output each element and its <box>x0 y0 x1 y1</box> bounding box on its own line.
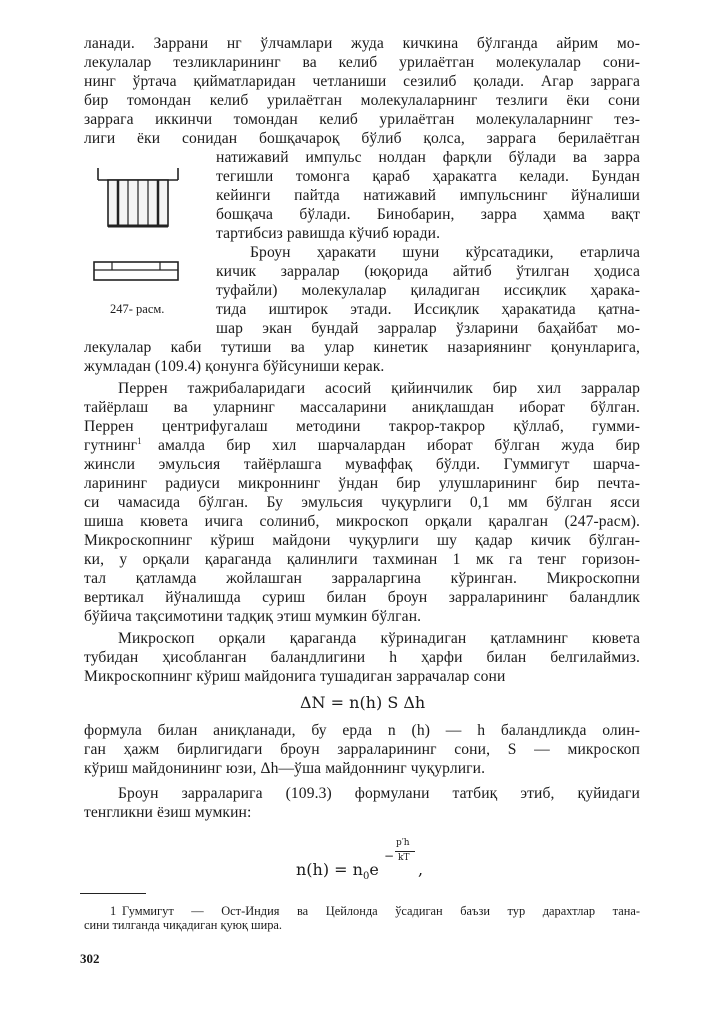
footnote-divider <box>80 893 146 894</box>
text-line: туфайли) молекулалар қиладиган иссиқлик ҳарака- <box>216 282 640 299</box>
page-number: 302 <box>80 951 100 966</box>
figure-caption: 247- расм. <box>110 302 165 316</box>
exponent-fraction-bar <box>395 851 415 852</box>
text-line: тенгликни ёзиш мумкин: <box>84 804 252 821</box>
text-line: кичик зарралар (юқорида айтиб ўтилган ҳодиса <box>216 263 640 280</box>
text-line: амалда бир хил шарчалардан иборат бўлган жуда бир <box>158 437 640 454</box>
formula-comma: , <box>418 860 424 879</box>
formula-subscript: 0 <box>362 871 370 883</box>
text-line: тубидан ҳисобланган баландлигини h ҳарфи билан белгилаймиз. <box>84 649 640 666</box>
text-line: тайёрлаш ва уларнинг массаларини аниқлашдан иборат бўлган. <box>84 399 640 416</box>
footnote-line: Гуммигут — Ост-Индия ва Цейлонда ўсадиган баъзи тур дарахтлар тана- <box>122 904 640 918</box>
text-line: лиги ёки сонидан бошқачароқ бўлиб қолса, заррага берилаётган <box>84 130 640 147</box>
text-line: нинг ўртача қийматларидан четланиши сезилиб қолади. Агар заррага <box>84 73 640 90</box>
formula-base: e <box>369 860 379 879</box>
text-line: Перрен тажрибаларидаги асосий қийинчилик бир хил зарралар <box>118 380 640 397</box>
text-line: ланади. Заррани нг ўлчамлари жуда кичкина бўлганда айрим мо- <box>84 35 640 52</box>
text-line-part <box>84 436 142 455</box>
text-line: жинсли эмульсия тайёрлашга муваффақ бўлди. Гуммигут шарча- <box>84 456 640 473</box>
text-line: заррага иккинчи томондан келиб урилаётган молекулаларнинг тез- <box>84 111 640 128</box>
text-line: Броун зарраларига (109.3) формулани татбиқ этиб, қуйидаги <box>118 785 640 802</box>
text-line: бошқача бўлади. Бинобарин, зарра ҳамма вақт <box>216 206 640 223</box>
text-line: ки, у орқали қараганда қалинлиги тахминан 1 мк га тенг горизон- <box>84 551 640 568</box>
text-line: тартибсиз равишда кўчиб юради. <box>216 225 441 242</box>
text-line: Микроскопнинг кўриш майдони чуқурлиги шу қадар кичик бўлган- <box>84 532 640 549</box>
text-word: гутнинг <box>84 437 138 454</box>
footnote-marker: 1 <box>110 904 117 918</box>
text-line: кейинги пайтда натижавий импульснинг йўналиши <box>216 187 640 204</box>
exponent-sign: − <box>384 849 395 863</box>
text-line: тида иштирок этади. Иссиқлик ҳаракатида қатна- <box>216 301 640 318</box>
text-line: лекулалар каби тутиши ва улар кинетик назариянинг қонунларига, <box>84 339 640 356</box>
formula-delta-n: ΔN = n(h) S Δh <box>300 693 426 712</box>
exponent-denominator: kT <box>398 853 410 863</box>
text-line: ган ҳажм бирлигидаги броун зарраларининг сони, S — микроскоп <box>84 741 640 758</box>
text-line: кўриш майдонининг юзи, Δh—ўша майдоннинг чуқурлиги. <box>84 760 486 777</box>
footnote-marker[interactable]: 1 <box>137 435 142 446</box>
text-line: Перрен центрифугалаш методини такрор-такрор қўллаб, гумми- <box>84 418 640 435</box>
text-line: шар экан бундай зарралар ўзларини баҳайбат мо- <box>216 320 640 337</box>
text-line: Броун ҳаракати шуни кўрсатадики, етарлича <box>250 244 640 261</box>
exponent-numerator: p′h <box>396 838 410 848</box>
text-line: формула билан аниқланади, бу ерда n (h) — h баландликда олин- <box>84 722 640 739</box>
text-line: лекулалар тезликларининг ва келиб урилаётган молекулалар сони- <box>84 54 640 71</box>
footnote-line: сини тилганда чиқадиган қуюқ шира. <box>84 918 283 932</box>
text-line: тал қатламда жойлашган зарраларгина кўринган. Микроскопни <box>84 570 640 587</box>
text-line: вертикал йўналишда суриш билан броун зарраларининг баландлик <box>84 589 640 606</box>
text-line: шиша кювета ичига солиниб, микроскоп орқали қаралган (247-расм). <box>84 513 640 530</box>
formula-barometric <box>296 860 379 882</box>
text-line: натижавий импульс нолдан фарқли бўлади ва зарра <box>216 149 640 166</box>
text-line: бир томондан келиб урилаётган молекулаларнинг тезлиги ёки сони <box>84 92 640 109</box>
text-line: ларининг радиуси микроннинг ўндан бир улушларининг бир печта- <box>84 475 640 492</box>
text-line: бўйича тақсимотини тадқиқ этиш мумкин бўлган. <box>84 608 422 625</box>
formula-lhs: n(h) = n <box>296 860 363 879</box>
text-line: Микроскоп орқали қараганда кўринадиган қатламнинг кювета <box>118 630 640 647</box>
text-line: жумладан (109.4) қонунга бўйсуниши керак. <box>84 358 385 375</box>
text-line: Микроскопнинг кўриш майдонига тушадиган заррачалар сони <box>84 668 506 685</box>
text-line: тегишли томонга қараб ҳаракатга келади. Бундан <box>216 168 640 185</box>
text-line: си чамасида бўлган. Бу эмульсия чуқурлиги 0,1 мм бўлган ясси <box>84 494 640 511</box>
